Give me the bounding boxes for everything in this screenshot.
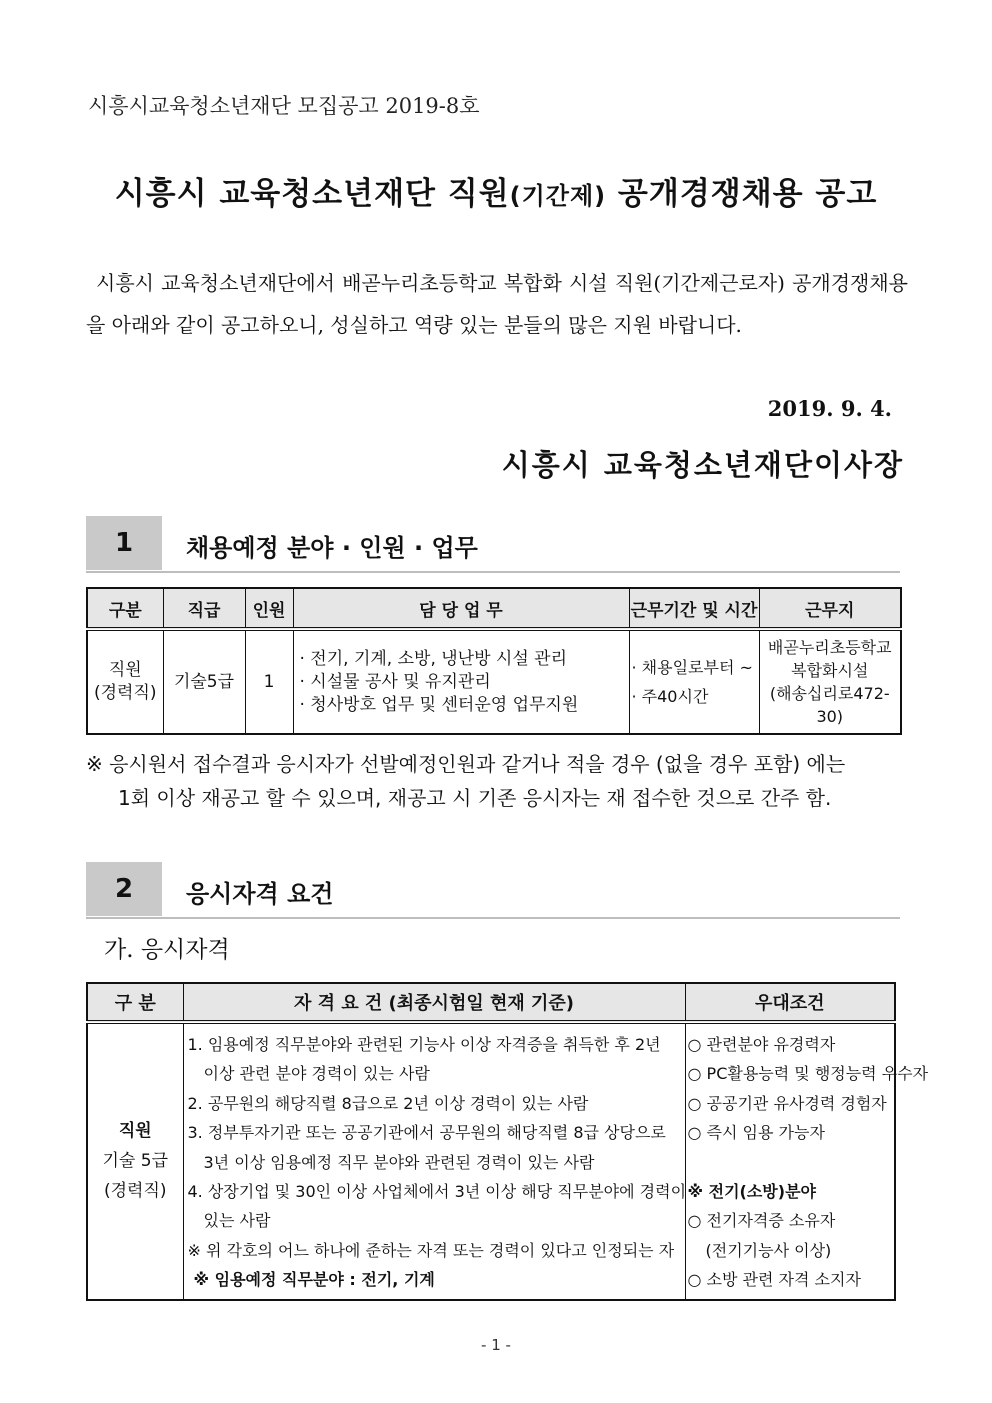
reannouncement-note (86, 747, 910, 815)
header-category: 구 분 (87, 983, 183, 1022)
preference-line: ○ 전기자격증 소유자 (687, 1211, 836, 1231)
section-divider (86, 917, 900, 919)
duty-item: · 시설물 공사 및 유지관리 (299, 671, 491, 692)
section-number: 2 (86, 862, 162, 916)
requirement-line: 3년 이상 임용예정 직무 분야와 관련된 경력이 있는 사람 (203, 1152, 595, 1172)
section-title: 채용예정 분야 · 인원 · 업무 (186, 534, 478, 562)
header-period: 근무기간 및 시간 (629, 588, 759, 629)
place-line: (해송십리로472-30) (769, 684, 890, 726)
requirement-line: 1. 임용예정 직무분야와 관련된 기능사 이상 자격증을 취득한 후 2년 (187, 1035, 661, 1054)
requirement-line: ※ 임용예정 직무분야 : 전기, 기계 (193, 1270, 435, 1290)
section-divider (86, 571, 900, 573)
header-requirements: 자 격 요 건 (최종시험일 현재 기준) (183, 983, 685, 1022)
cell-place (759, 629, 901, 734)
cell-preferences (685, 1022, 929, 1300)
place-line: 배곧누리초등학교 (767, 638, 892, 657)
title-paren: (기간제) (509, 182, 607, 210)
header-category: 구분 (87, 588, 163, 629)
category-line: (경력직) (103, 1181, 167, 1202)
preference-spacer (688, 1148, 895, 1177)
notice-date: 2019. 9. 4. (767, 396, 892, 421)
place-line: 복합화시설 (791, 661, 869, 680)
cell-duties (293, 629, 629, 734)
cell-period (629, 629, 759, 734)
category-line: 직원 (108, 660, 142, 680)
requirement-line: 3. 정부투자기관 또는 공공기관에서 공무원의 해당직렬 8급 상당으로 (187, 1123, 666, 1143)
cell-count: 1 (245, 629, 293, 734)
preference-line: ○ 공공기관 유사경력 경험자 (687, 1093, 887, 1113)
header-duties: 담 당 업 무 (293, 588, 629, 629)
period-item: · 주40시간 (631, 687, 709, 706)
note-line: 1회 이상 재공고 할 수 있으며, 재공고 시 기존 응시자는 재 접수한 것으로 간주 함. (118, 786, 832, 810)
preference-line: ○ 즉시 임용 가능자 (687, 1123, 825, 1143)
header-preferences: 우대조건 (685, 983, 895, 1022)
page-number: - 1 - (481, 1336, 511, 1354)
category-line: 직원 (118, 1121, 152, 1142)
table-header-row (87, 588, 901, 629)
cell-category (87, 1022, 183, 1300)
cell-category (87, 629, 163, 734)
page-title (0, 168, 992, 213)
preference-line: ※ 전기(소방)분야 (687, 1182, 816, 1202)
qualification-table (86, 982, 929, 1301)
header-grade: 직급 (163, 588, 245, 629)
note-line: ※ 응시원서 접수결과 응시자가 선발예정인원과 같거나 적을 경우 (없을 경우 포함) 에는 (86, 752, 846, 776)
cell-grade: 기술5급 (163, 629, 245, 734)
recruitment-table (86, 587, 902, 735)
header-count: 인원 (245, 588, 293, 629)
requirement-line: 4. 상장기업 및 30인 이상 사업체에서 3년 이상 해당 직무분야에 경력이 (187, 1182, 687, 1202)
section-1-header (86, 516, 900, 572)
category-line: 기술 5급 (102, 1151, 168, 1172)
duty-item: · 전기, 기계, 소방, 냉난방 시설 관리 (299, 648, 568, 669)
intro-text: 시흥시 교육청소년재단에서 배곧누리초등학교 복합화 시설 직원(기간제근로자) 공개경쟁채용을 아래와 같이 공고하오니, 성실하고 역량 있는 분들의 많은 지원 바랍니다. (86, 271, 908, 337)
section-2-header (86, 862, 900, 918)
category-line: (경력직) (93, 683, 157, 703)
intro-paragraph (86, 262, 908, 346)
cell-requirements (183, 1022, 685, 1300)
notice-number: 시흥시교육청소년재단 모집공고 2019-8호 (88, 94, 480, 118)
signer-name: 시흥시 교육청소년재단이사장 (501, 448, 904, 482)
duty-item: · 청사방호 업무 및 센터운영 업무지원 (299, 694, 579, 715)
preference-line: (전기기능사 이상) (705, 1240, 832, 1260)
preference-line: ○ 소방 관련 자격 소지자 (687, 1270, 861, 1290)
preference-line: ○ 관련분야 유경력자 (687, 1035, 836, 1054)
header-place: 근무지 (759, 588, 901, 629)
preference-line: ○ PC활용능력 및 행정능력 우수자 (687, 1064, 929, 1084)
requirement-line: ※ 위 각호의 어느 하나에 준하는 자격 또는 경력이 있다고 인정되는 자 (187, 1240, 675, 1260)
requirement-line: 이상 관련 분야 경력이 있는 사람 (203, 1064, 430, 1084)
title-main-a: 시흥시 교육청소년재단 직원 (114, 176, 510, 212)
table-row (87, 1022, 895, 1300)
title-main-b: 공개경쟁채용 공고 (606, 176, 878, 212)
section-number: 1 (86, 516, 162, 570)
section-title: 응시자격 요건 (186, 880, 334, 908)
requirement-line: 있는 사람 (203, 1211, 271, 1231)
table-header-row (87, 983, 895, 1022)
requirement-line: 2. 공무원의 해당직렬 8급으로 2년 이상 경력이 있는 사람 (187, 1093, 589, 1113)
subheading: 가. 응시자격 (104, 937, 230, 963)
period-item: · 채용일로부터 ~ (631, 658, 753, 677)
table-row (87, 629, 901, 734)
